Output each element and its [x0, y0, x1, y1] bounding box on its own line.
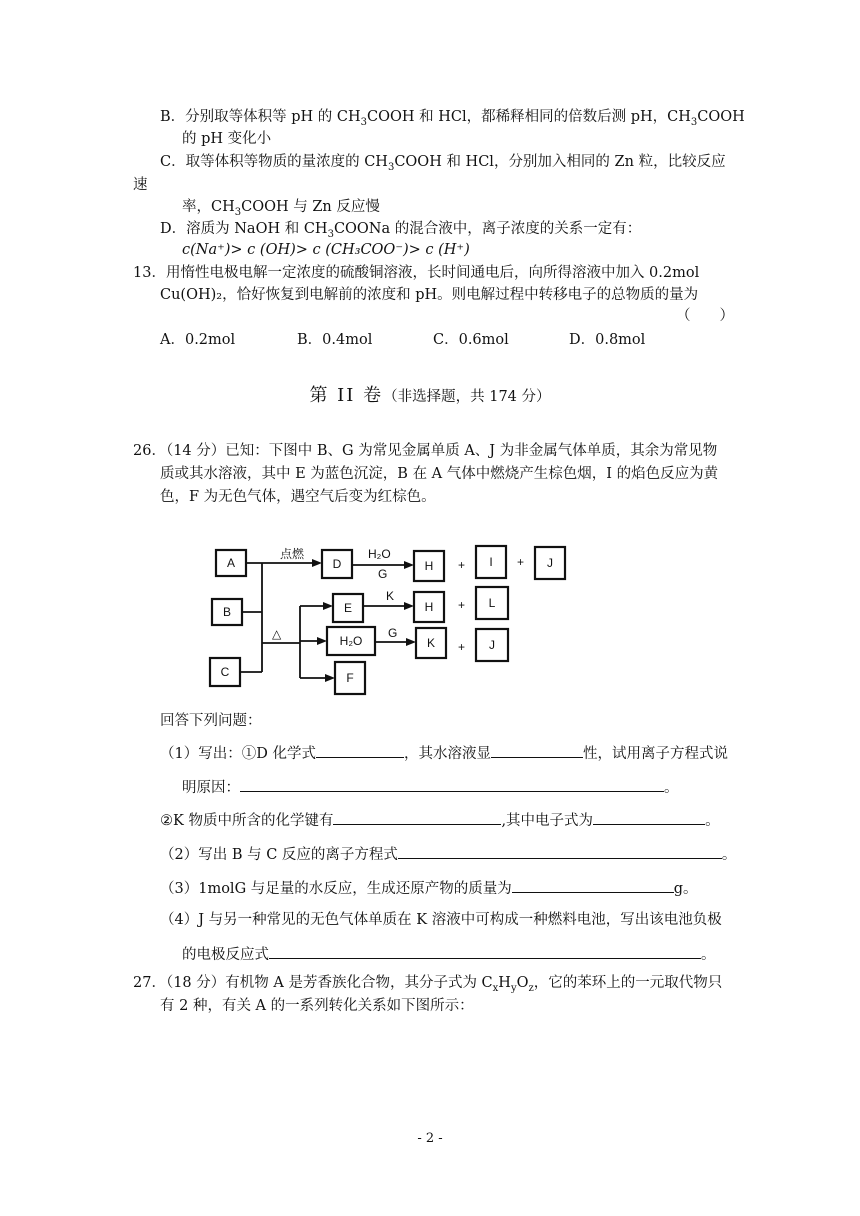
q12-option-c-line2: 率，$CH_3COOH$ 与 Zn 反应慢	[182, 199, 380, 218]
q26-line3: 色，F 为无色气体，遇空气后变为红棕色。	[160, 489, 436, 505]
arrowhead-a-d	[312, 559, 322, 567]
q27-line1: 27．（18 分）有机物 A 是芳香族化合物，其分子式为 $C_xH_yO_z$，它的苯环上的一元取代物只	[133, 975, 723, 994]
node-j1: J	[547, 556, 553, 570]
arrowhead-to-h2o	[317, 637, 327, 645]
plus-3: +	[458, 598, 466, 612]
label-heat: △	[272, 627, 282, 641]
q26-line2: 质或其水溶液，其中 E 为蓝色沉淀，B 在 A 气体中燃烧产生棕色烟，I 的焰色反应为黄	[160, 466, 719, 482]
plus-1: +	[458, 558, 466, 572]
q26-sub3: （3）1molG 与足量的水反应，生成还原产物的质量为 g。	[160, 877, 698, 899]
q26-sub4: （4）J 与另一种常见的无色气体单质在 K 溶液中可构成一种燃料电池，写出该电池负极	[160, 912, 722, 928]
arrowhead-d-h	[404, 561, 414, 569]
arrowhead-to-e	[323, 602, 333, 610]
blank-k-bonds[interactable]	[333, 809, 501, 825]
q26-answer-intro: 回答下列问题：	[160, 713, 262, 729]
q13-option-a: A．0.2mol	[160, 332, 236, 348]
q13-option-b: B．0.4mol	[297, 332, 373, 348]
arrowhead-h2o-k	[406, 638, 416, 646]
blank-d-formula[interactable]	[316, 742, 404, 758]
q12-option-b-line1: B．分别取等体积等 pH 的 $CH_3COOH$ 和 HCl，都稀释相同的倍数后测 pH，$CH_3COOH$	[160, 109, 745, 128]
q12-option-c-wrap: 速	[133, 177, 148, 193]
node-i: I	[489, 555, 493, 569]
q26-sub4-electrode: 的电极反应式 。	[182, 943, 716, 965]
q13-line2: Cu(OH)₂，恰好恢复到电解前的浓度和 pH。则电解过程中转移电子的总物质的量为	[160, 287, 699, 303]
node-e: E	[343, 601, 353, 615]
page-number: - 2 -	[417, 1131, 443, 1146]
q12-option-d-line2: c(Na⁺)> c (OH)> c (CH₃COO⁻)> c (H⁺)	[182, 242, 470, 258]
q12-option-c-line1: C．取等体积等物质的量浓度的 $CH_3COOH$ 和 HCl，分别加入相同的 Zn 粒，比较反应	[160, 154, 726, 173]
q13-option-d: D．0.8mol	[569, 332, 646, 348]
q26-sub2: （2）写出 B 与 C 反应的离子方程式 。	[160, 843, 736, 865]
plus-4: +	[458, 640, 466, 654]
blank-reason[interactable]	[240, 776, 664, 792]
reaction-diagram	[200, 536, 580, 696]
q26-line1: 26．（14 分）已知：下图中 B、G 为常见金属单质 A、J 为非金属气体单质，其余为常见物	[133, 443, 718, 459]
q12-option-d-line1: D．溶质为 NaOH 和 $CH_3COONa$ 的混合液中，离子浓度的关系一定有：	[160, 221, 642, 240]
node-b: B	[222, 605, 232, 619]
arrowhead-to-f	[325, 674, 335, 682]
blank-d-property[interactable]	[491, 742, 583, 758]
section-subtitle: （非选择题，共 174 分）	[383, 389, 551, 405]
q27-line2: 有 2 种，有关 A 的一系列转化关系如下图所示：	[160, 998, 474, 1014]
q12-option-b-line2: 的 pH 变化小	[182, 131, 272, 147]
plus-2: +	[517, 555, 525, 569]
q26-sub1: （1）写出：①D 化学式 ，其水溶液显 性，试用离子方程式说	[160, 742, 728, 764]
node-f: F	[346, 671, 354, 685]
section-title: 第 II 卷	[309, 385, 384, 406]
label-burn: 点燃	[280, 547, 305, 561]
arrowhead-e-h	[404, 602, 414, 610]
q13-option-c: C．0.6mol	[433, 332, 509, 348]
node-j2: J	[489, 638, 495, 652]
label-g-1: G	[378, 567, 388, 581]
node-l: L	[488, 596, 496, 610]
node-h2: H	[424, 600, 434, 614]
node-k: K	[426, 636, 436, 650]
label-k: K	[386, 589, 395, 603]
blank-mass[interactable]	[512, 877, 674, 893]
section-heading	[0, 384, 860, 409]
label-h2o-1: H₂O	[368, 547, 391, 561]
q13-answer-bracket: （ ）	[676, 308, 734, 324]
blank-k-electron[interactable]	[593, 809, 705, 825]
q26-sub1-k: ②K 物质中所含的化学键有 ,其中电子式为 。	[160, 809, 720, 831]
q26-sub1-reason: 明原因： 。	[182, 776, 679, 798]
node-a: A	[226, 556, 236, 570]
q13-line1: 13．用惰性电极电解一定浓度的硫酸铜溶液，长时间通电后，向所得溶液中加入 0.2mol	[133, 265, 700, 281]
node-h1: H	[424, 559, 434, 573]
blank-electrode-reaction[interactable]	[269, 943, 701, 959]
label-g-2: G	[388, 626, 398, 640]
node-h2o: H₂O	[339, 634, 363, 648]
node-c: C	[220, 665, 230, 679]
node-d: D	[332, 557, 342, 571]
blank-ionic-equation[interactable]	[398, 843, 722, 859]
